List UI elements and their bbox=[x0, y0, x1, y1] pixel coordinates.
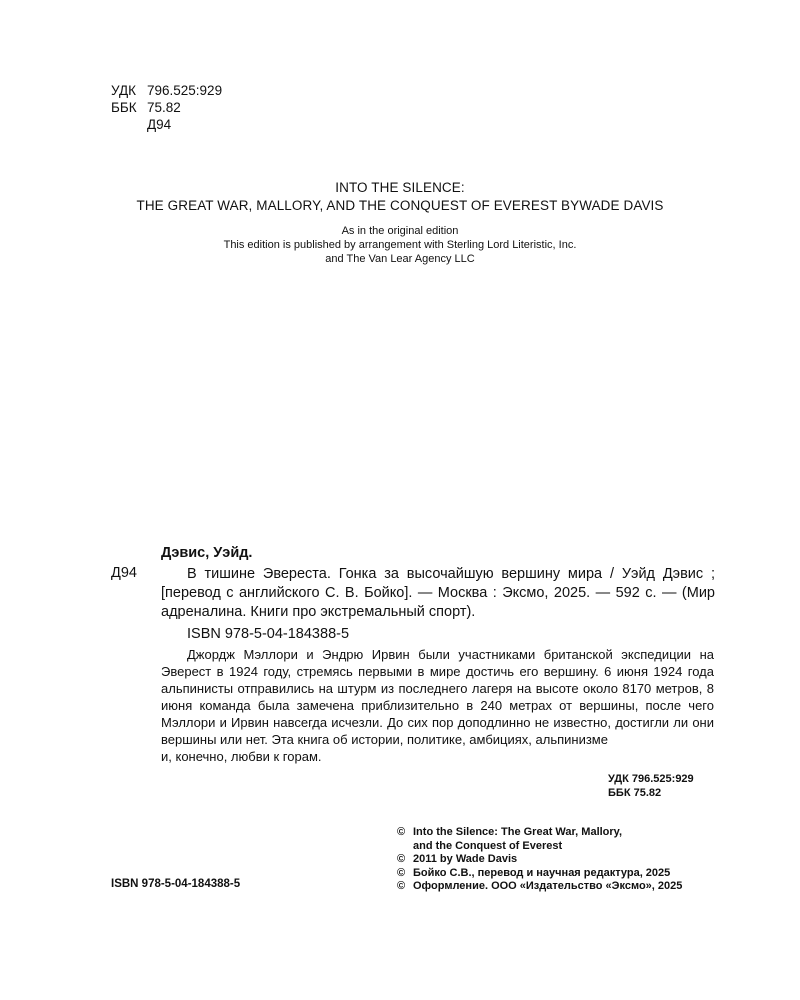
classification-block bbox=[111, 82, 222, 133]
cutter-row bbox=[111, 116, 222, 133]
copyright-line-1b: and the Conquest of Everest bbox=[413, 839, 563, 852]
copyright-line-2-text: 2011 by Wade Davis bbox=[413, 853, 518, 865]
catalog-isbn: ISBN 978-5-04-184388-5 bbox=[187, 626, 350, 642]
copyright-line-4-text: Оформление. ООО «Издательство «Эксмо», 2025 bbox=[413, 880, 683, 892]
catalog-classification bbox=[608, 772, 694, 800]
bbk-label: ББК bbox=[111, 100, 137, 115]
copyright-line-3-text: Бойко С.В., перевод и научная редактура, 2025 bbox=[413, 866, 671, 879]
original-edition-block bbox=[0, 179, 800, 266]
annotation bbox=[161, 646, 714, 765]
copyright-line-1 bbox=[397, 826, 682, 840]
copyright-symbol: © bbox=[397, 853, 406, 865]
original-title-line-1: INTO THE SILENCE: bbox=[335, 180, 465, 195]
author-heading: Дэвис, Уэйд. bbox=[161, 545, 253, 561]
udk-value: 796.525:929 bbox=[147, 83, 223, 98]
edition-note-line-2: This edition is published by arrangement with Sterling Lord Literistic, Inc. bbox=[223, 239, 577, 251]
copyright-line-3 bbox=[397, 867, 682, 881]
copyright-symbol: © bbox=[397, 826, 406, 838]
bibliographic-description: В тишине Эвереста. Гонка за высочайшую вершину мира / Уэйд Дэвис ; [перевод с английского С. В. Бойко]. — Москва : Эксмо, 2025. — 592 с. — (Мир адреналина. Книги про экстремальный спорт). bbox=[161, 566, 715, 620]
copyright-line-1-text: Into the Silence: The Great War, Mallory, bbox=[413, 826, 623, 838]
edition-note-line-1: As in the original edition bbox=[341, 225, 459, 237]
copyright-line-4 bbox=[397, 880, 682, 894]
catalog-cutter-code: Д94 bbox=[111, 565, 137, 581]
edition-note-line-3: and The Van Lear Agency LLC bbox=[325, 253, 475, 265]
original-title-line-2: THE GREAT WAR, MALLORY, AND THE CONQUEST OF EVEREST BYWADE DAVIS bbox=[136, 198, 664, 213]
catalog-bbk: ББК 75.82 bbox=[608, 787, 662, 799]
bbk-row bbox=[111, 99, 222, 116]
copyright-symbol: © bbox=[397, 866, 406, 879]
catalog-udk: УДК 796.525:929 bbox=[608, 773, 694, 785]
bbk-value: 75.82 bbox=[147, 100, 181, 115]
copyright-line-2 bbox=[397, 853, 682, 867]
udk-row bbox=[111, 82, 222, 99]
copyright-block bbox=[397, 826, 682, 894]
annotation-last-line: и, конечно, любви к горам. bbox=[161, 749, 322, 764]
cutter-code: Д94 bbox=[147, 117, 172, 132]
isbn-bottom: ISBN 978-5-04-184388-5 bbox=[111, 878, 241, 890]
copyright-symbol: © bbox=[397, 880, 406, 892]
annotation-text: Джордж Мэллори и Эндрю Ирвин были участниками британской экспедиции на Эверест в 1924 году, стремясь первыми в мире достичь его вершину. 6 июня 1924 года альпинисты отправились на штурм из последнего лагеря на высоте около 8170 метров, 8 июня команда была замечена приблизительно в 240 метрах от вершины, после чего Мэллори и Ирвин навсегда исчезли. До сих пор доподлинно не известно, достигли ли они вершины или нет. Эта книга об истории, политике, амбициях, альпинизме bbox=[161, 647, 714, 747]
udk-label: УДК bbox=[111, 83, 136, 98]
